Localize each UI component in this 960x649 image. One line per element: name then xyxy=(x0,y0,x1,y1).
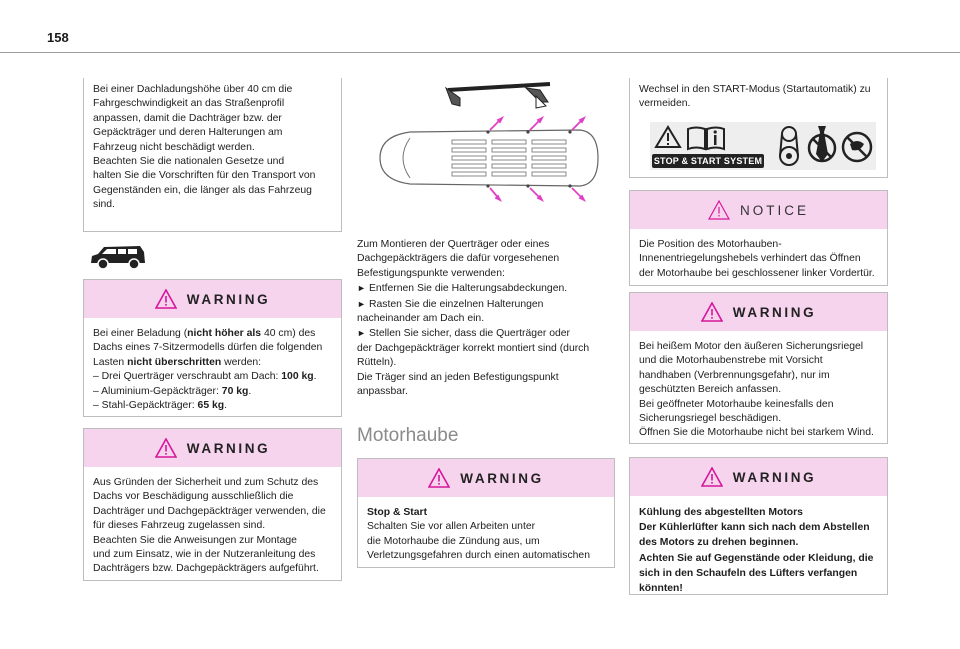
warning-box-engine-cooling: WARNING Kühlung des abgestellten Motors Der Kühlerlüfter kann sich nach dem Abstellen des Motors zu drehen beginnen. Achten Sie auf Gegenstände oder Kleidung, die sich in den Schaufeln des Lüfters verfangen könnten! xyxy=(629,457,888,595)
notice-header: NOTICE xyxy=(630,191,887,229)
bullet-icon: ► xyxy=(357,283,366,294)
bullet-icon: ► xyxy=(357,328,366,339)
page-number: 158 xyxy=(47,30,69,45)
warning-box-stop-start: WARNING Stop & Start Schalten Sie vor allen Arbeiten unter die Motorhaube die Zündung aus, um Verletzungsgefahren durch einen automatischen xyxy=(357,458,615,568)
warning-triangle-icon xyxy=(428,468,450,488)
warning-box-roof-load: WARNING Bei einer Beladung (nicht höher als 40 cm) des Dachs eines 7-Sitzermodells dürfen die folgenden Lasten nicht überschritten werden: – Drei Querträger verschraubt am Dach: 100 kg. – Aluminium-Gepäckträger: 70 kg. – Stahl-Gepäckträger: 65 kg. xyxy=(83,279,342,417)
warning-triangle-icon xyxy=(155,289,177,309)
no-hand-in-fan-icon xyxy=(840,130,874,164)
roof-bar-illustration xyxy=(360,76,610,232)
notice-box-hood-lever: NOTICE Die Position des Motorhauben- Innenentriegelungshebels verhindert das Öffnen der Motorhaube bei geschlossener linker Vordertür. xyxy=(629,190,888,286)
stop-start-system-label: STOP & START SYSTEM xyxy=(653,156,763,166)
warning-box-hot-engine: WARNING Bei heißem Motor den äußeren Sicherungsriegel und die Motorhaubenstrebe mit Vorsicht handhaben (Verbrennungsgefahr), nur im geschützten Bereich anfassen. Bei geöffneter Motorhaube keinesfalls den Sicherungsriegel beschädigen. Öffnen Sie die Motorhaube nicht bei starkem Wind. xyxy=(629,292,888,444)
roof-bar-instructions: Zum Montieren der Querträger oder eines Dachgepäckträgers die dafür vorgesehenen Befestigungspunkte verwenden: ► Entfernen Sie die Halterungsabdeckungen. ► Rasten Sie die einzelnen Halterungen nacheinander am Dach ein. ► Stellen Sie sicher, dass die Querträger oder der Dachgepäckträger korrekt montiert sind (durch Rütteln). Die Träger sind an jeden Befestigungspunkt anpassbar. xyxy=(357,239,590,398)
seven-seater-car-icon xyxy=(88,243,148,271)
warning-header: WARNING xyxy=(84,429,341,467)
warning-box-approved-racks: WARNING Aus Gründen der Sicherheit und zum Schutz des Dachs vor Beschädigung ausschließlich die Dachträger und Dachgepäckträger verwenden, die für dieses Fahrzeug zugelassen sind. Beachten Sie die Anweisungen zur Montage und zum Einsatz, wie in der Nutzeranleitung des Dachträgers bzw. Dachgepäckträgers aufgeführt. xyxy=(83,428,342,581)
warning-header: WARNING xyxy=(358,459,614,497)
no-tie-icon xyxy=(806,124,838,168)
warning-header: WARNING xyxy=(630,458,887,496)
warning-triangle-icon xyxy=(654,125,682,149)
section-title-motorhaube: Motorhaube xyxy=(357,425,459,446)
fan-belt-icon xyxy=(774,124,804,168)
stop-start-continuation-box: Wechsel in den START-Modus (Startautomatik) zu vermeiden. STOP & START SYSTEM xyxy=(629,78,888,178)
bullet-icon: ► xyxy=(357,298,366,309)
warning-triangle-icon xyxy=(155,438,177,458)
warning-triangle-icon xyxy=(701,467,723,487)
notice-triangle-icon xyxy=(708,200,730,220)
warning-header: WARNING xyxy=(630,293,887,331)
manual-info-icon xyxy=(686,125,726,151)
stop-start-pictogram-strip xyxy=(650,122,876,170)
header-divider xyxy=(0,52,960,53)
warning-header: WARNING xyxy=(84,280,341,318)
warning-triangle-icon xyxy=(701,302,723,322)
intro-text-box: Bei einer Dachladungshöhe über 40 cm die Fahrgeschwindigkeit an das Straßenprofil anpassen, damit die Dachträger bzw. der Gepäckträger und deren Halterungen am Fahrzeug nicht beschädigt werden. Beachten Sie die nationalen Gesetze und halten Sie die Vorschriften für den Transport von Gegenständen ein, die länger als das Fahrzeug sind. xyxy=(83,78,342,232)
